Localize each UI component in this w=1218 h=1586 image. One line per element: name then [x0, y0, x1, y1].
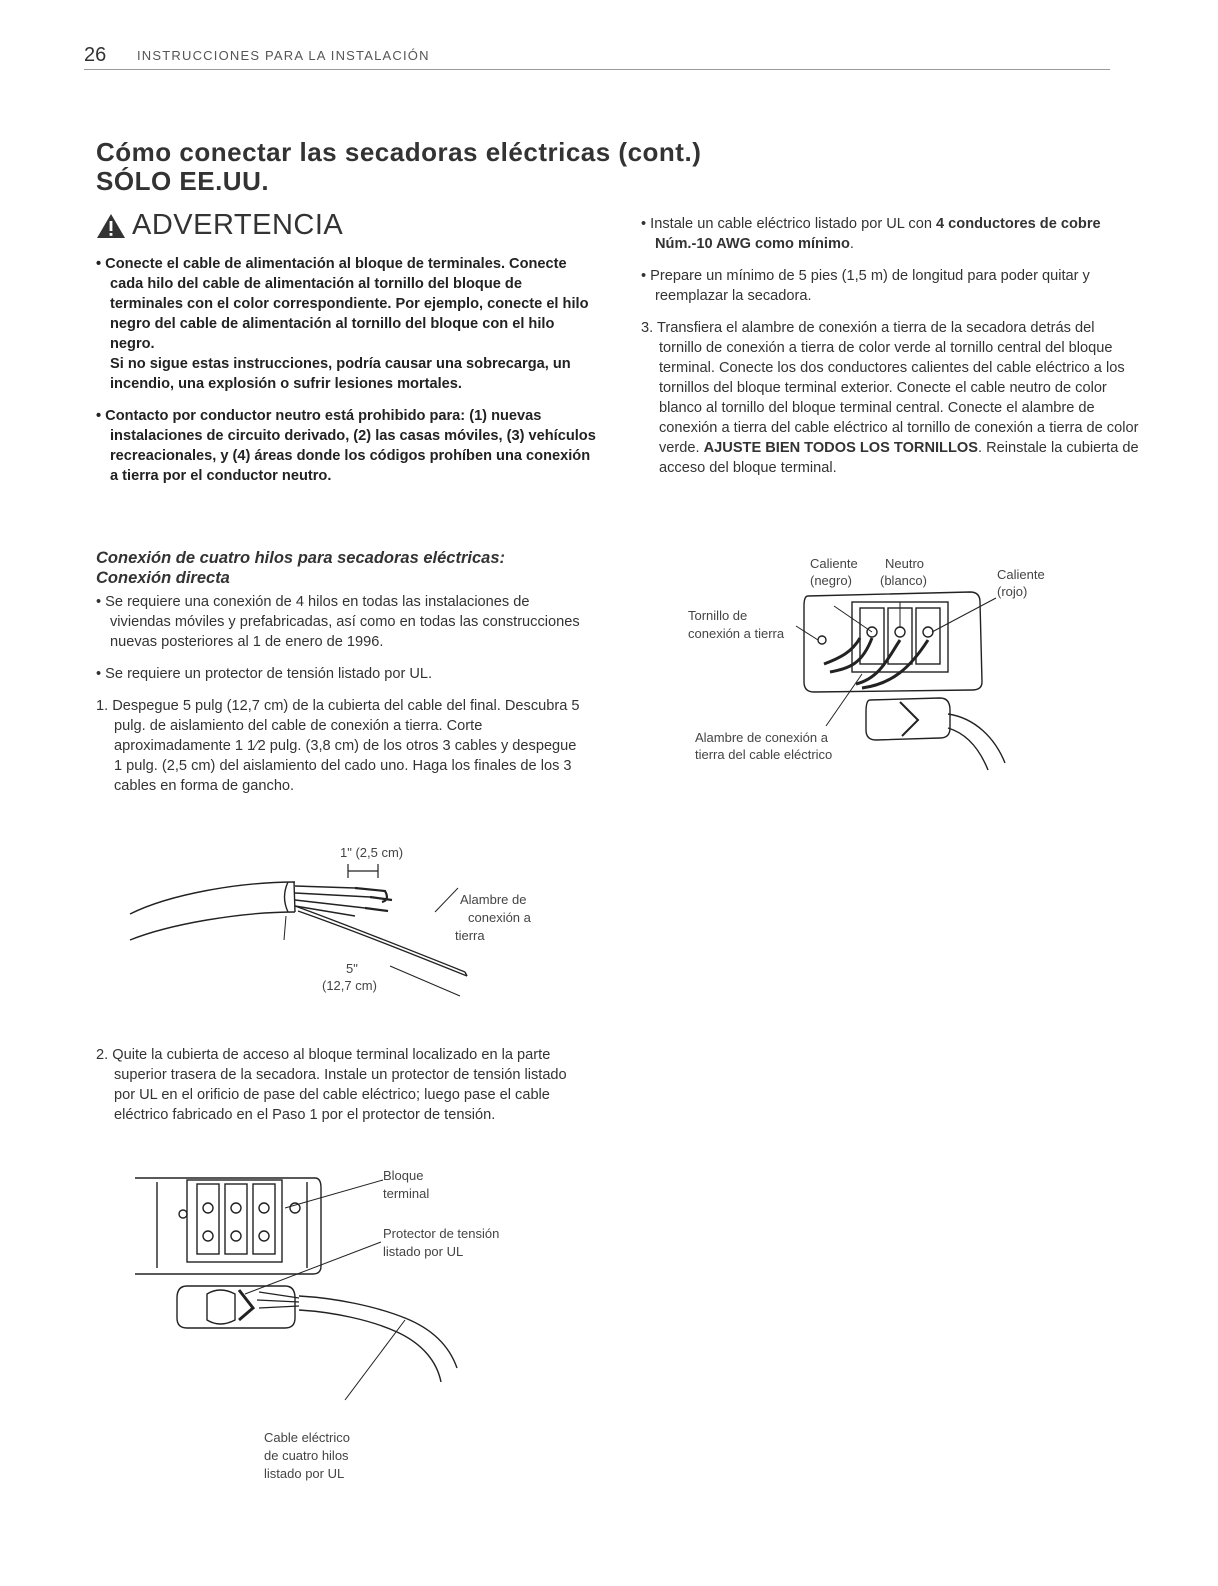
warning-bullet-1: [96, 254, 596, 394]
step-1-text: Despegue 5 pulg (12,7 cm) de la cubierta del cable del final. Descubra 5 pulg. de aislamiento del cable de conexión a tierra. Corte aproximadamente 1 1⁄2 pulg. (3,8 cm) de los otros 3 cables y despegue 1 pulg. (2,5 cm) del aislamiento del cado uno. Haga los finales de los 3 cables en forma de gancho.: [112, 698, 580, 794]
dim-top-label: 1" (2,5 cm): [340, 845, 404, 860]
step-number: 2.: [96, 1047, 109, 1063]
bullet-text: Instale un cable eléctrico listado por UL con: [650, 216, 936, 232]
terminal-block-figure: [135, 1168, 475, 1418]
ground-screw-label-2: conexión a tierra: [688, 626, 785, 641]
power-cord-label-2: de cuatro hilos: [264, 1448, 349, 1463]
bullet-text: Se requiere una conexión de 4 hilos en todas las instalaciones de viviendas móviles y prefabricadas, así como en todas las construcciones nuevas posteriores al 1 de enero de 1996.: [105, 594, 580, 650]
warning-bullet-2-text: Contacto por conductor neutro está prohibido para: (1) nuevas instalaciones de circuito derivado, (2) las casas móviles, (3) vehículos recreacionales, y (4) áreas donde los códigos prohíben una conexión a tierra por el conductor neutro.: [105, 408, 596, 484]
warning-bullet-1-consequence: Si no sigue estas instrucciones, podría causar una sobrecarga, un incendio, una explosión o sufrir lesiones mortales.: [110, 356, 571, 392]
ground-screw-label-1: Tornillo de: [688, 608, 748, 623]
subheading-line-1: Conexión de cuatro hilos para secadoras eléctricas:: [96, 549, 505, 567]
list-item: [641, 214, 1141, 254]
bullet-text: Se requiere un protector de tensión listado por UL.: [105, 666, 433, 682]
warning-bullet-2: [96, 406, 596, 486]
step-3-text: Transfiera el alambre de conexión a tierra de la secadora detrás del tornillo de conexión a tierra de color verde al tornillo central del bloque terminal. Conecte los dos conductores calientes del cable eléctrico a los tornillos del bloque terminal exterior. Conecte el cable neutro de color blanco al tornillo del bloque terminal central. Conecte el alambre de conexión a tierra del cable eléctrico al tornillo de conexión a tierra de color verde.: [656, 320, 1139, 456]
ground-wire-label-2: conexión a: [468, 910, 531, 925]
header-divider: [84, 69, 1110, 70]
warning-heading-text: ADVERTENCIA: [132, 209, 344, 241]
bullet: •: [641, 268, 647, 284]
bullet: •: [96, 256, 102, 272]
step-2: [96, 1045, 586, 1125]
step-number: 3.: [641, 320, 654, 336]
neutral-label-2: (blanco): [880, 573, 927, 588]
neutral-label-1: Neutro: [885, 556, 925, 571]
step-2-text: Quite la cubierta de acceso al bloque terminal localizado en la parte superior trasera de la secadora. Instale un protector de tensión listado por UL en el orificio de pase del cable eléctrico; luego pase el cable eléctrico fabricado en el Paso 1 por el protector de tensión.: [112, 1047, 567, 1123]
warning-bullets: [96, 254, 596, 498]
right-body: [641, 214, 1141, 490]
step-number: 1.: [96, 698, 109, 714]
warning-heading: [96, 209, 343, 242]
wiring-diagram-figure: [800, 588, 1040, 778]
hot-black-label-1: Caliente: [810, 556, 858, 571]
ground-wire-label-1: Alambre de: [460, 892, 527, 907]
bullet-text: Prepare un mínimo de 5 pies (1,5 m) de longitud para poder quitar y reemplazar la secadora.: [650, 268, 1090, 304]
list-item: [96, 592, 586, 652]
page-title: [96, 138, 701, 196]
bullet: •: [96, 666, 102, 682]
strain-relief-label-1: Protector de tensión: [383, 1226, 500, 1241]
section-header: INSTRUCCIONES PARA LA INSTALACIÓN: [137, 48, 430, 63]
hot-red-label-2: (rojo): [997, 584, 1028, 599]
bullet: •: [641, 216, 647, 232]
list-item: [96, 664, 586, 684]
section-subheading: [96, 548, 596, 588]
cord-ground-label-2: tierra del cable eléctrico: [695, 747, 833, 762]
title-line-1: Cómo conectar las secadoras eléctricas (cont.): [96, 137, 702, 167]
power-cord-label-1: Cable eléctrico: [264, 1430, 350, 1445]
terminal-block-label-2: terminal: [383, 1186, 430, 1201]
power-cord-label-3: listado por UL: [264, 1466, 345, 1481]
terminal-block-label-1: Bloque: [383, 1168, 424, 1183]
step-3-bold: AJUSTE BIEN TODOS LOS TORNILLOS: [703, 440, 978, 456]
dim-bottom-label-2: (12,7 cm): [322, 978, 377, 993]
step-3: [641, 318, 1141, 478]
bullet-text-bold: 4 conductores de cobre Núm.-10 AWG como mínimo: [655, 216, 1101, 252]
list-item: [641, 266, 1141, 306]
hot-black-label-2: (negro): [810, 573, 852, 588]
step-1: [96, 696, 586, 796]
warning-bullet-1-text: Conecte el cable de alimentación al bloque de terminales. Conecte cada hilo del cable de alimentación al tornillo del bloque de terminales con el color correspondiente. Por ejemplo, conecte el hilo negro del cable de alimentación al tornillo del bloque con el hilo negro.: [105, 256, 589, 352]
warning-triangle-icon: [96, 213, 126, 239]
step-3-text-end: . Reinstale la cubierta de acceso del bloque terminal.: [659, 440, 1139, 476]
bullet: •: [96, 408, 102, 424]
page-number: 26: [84, 44, 107, 66]
hot-red-label-1: Caliente: [997, 567, 1045, 582]
bullet-text: .: [849, 236, 854, 252]
cord-ground-label-1: Alambre de conexión a: [695, 730, 828, 745]
strain-relief-label-2: listado por UL: [383, 1244, 464, 1259]
subheading-line-2: Conexión directa: [96, 569, 230, 587]
bullet: •: [96, 594, 102, 610]
left-body: [96, 592, 586, 808]
ground-wire-label-3: tierra: [455, 928, 485, 943]
title-line-2: SÓLO EE.UU.: [96, 166, 270, 196]
dim-bottom-label-1: 5": [346, 961, 358, 976]
